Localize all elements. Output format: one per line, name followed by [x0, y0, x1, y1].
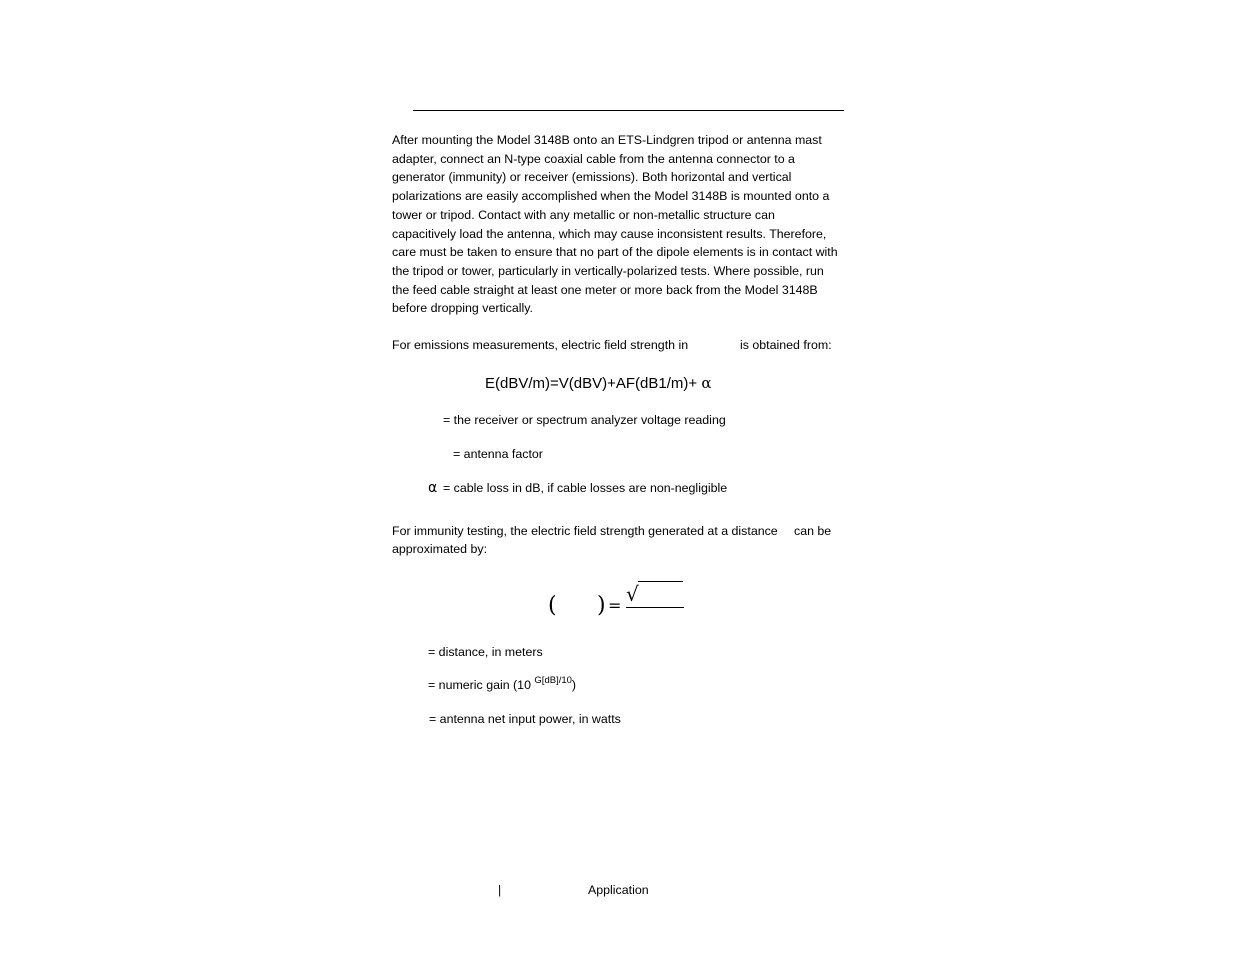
gain-close-paren: ): [571, 678, 577, 692]
header-rule: [413, 110, 844, 111]
fraction-bar: [626, 607, 684, 608]
emissions-formula-text: E(dBV/m)=V(dBV)+AF(dB1/m)+: [485, 375, 698, 392]
sqrt-vinculum: [638, 581, 683, 582]
formula-alpha-symbol: α: [701, 374, 712, 392]
immunity-lead-text-line2: approximated by:: [392, 542, 488, 556]
immunity-lead-text: For immunity testing, the electric field strength generated at a distance: [392, 524, 778, 538]
paragraph-line: tower or tripod. Contact with any metallic or non-metallic structure can: [392, 207, 775, 222]
voltage-definition: = the receiver or spectrum analyzer voltage reading: [443, 413, 726, 427]
intro-paragraph: [392, 131, 852, 318]
footer-section-title: Application: [588, 883, 649, 897]
cable-loss-definition: = cable loss in dB, if cable losses are non-negligible: [443, 481, 728, 495]
emissions-lead-text-end: is obtained from:: [740, 338, 832, 352]
paren-open: (: [548, 593, 557, 618]
immunity-lead-text-end: can be: [794, 524, 832, 538]
paragraph-line: After mounting the Model 3148B onto an ETS-Lindgren tripod or antenna mast: [392, 133, 822, 147]
paragraph-line: adapter, connect an N-type coaxial cable from the antenna connector to a: [392, 151, 795, 166]
emissions-lead-text: For emissions measurements, electric field strength in: [392, 338, 689, 352]
field-strength-equation: [540, 575, 700, 625]
emissions-formula: [485, 374, 711, 392]
antenna-factor-definition: = antenna factor: [453, 447, 543, 461]
paren-close: ): [597, 593, 606, 618]
gain-definition: [428, 675, 577, 692]
equals-sign: =: [608, 596, 622, 615]
paragraph-line: the feed cable straight at least one meter or more back from the Model 3148B: [392, 282, 818, 297]
paragraph-line: the tripod or tower, particularly in vertically-polarized tests. Where possible, run: [392, 263, 824, 278]
footer-separator: |: [498, 883, 502, 897]
distance-definition: = distance, in meters: [428, 645, 543, 659]
paragraph-line: polarizations are easily accomplished when the Model 3148B is mounted onto a: [392, 189, 830, 204]
sqrt-sign: √: [626, 582, 639, 606]
power-definition: = antenna net input power, in watts: [429, 712, 621, 726]
alpha-symbol: α: [428, 480, 438, 496]
gain-exponent: G[dB]/10: [534, 675, 572, 686]
paragraph-line: care must be taken to ensure that no part of the dipole elements is in contact with: [392, 245, 838, 260]
paragraph-line: generator (immunity) or receiver (emissions). Both horizontal and vertical: [392, 170, 792, 185]
paragraph-line: before dropping vertically.: [392, 301, 533, 316]
paragraph-line: capacitively load the antenna, which may cause inconsistent results. Therefore,: [392, 226, 827, 241]
gain-definition-text: = numeric gain (10: [428, 678, 535, 692]
